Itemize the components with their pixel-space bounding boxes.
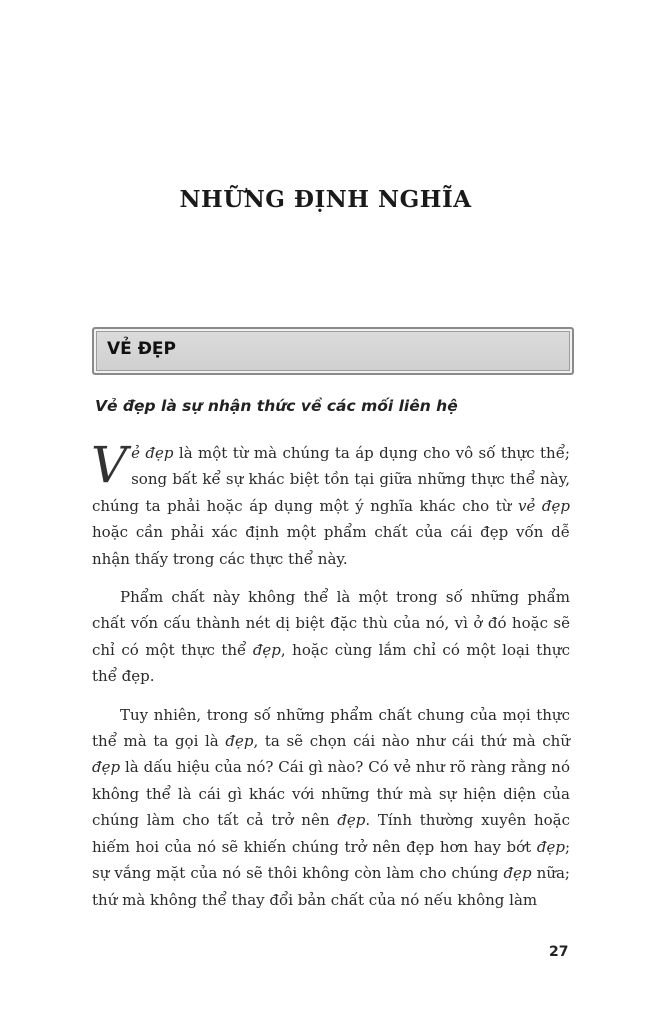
paragraph-text: nữa; thứ mà không thể thay đổi bản chất của nó nếu không làm (92, 864, 570, 909)
emphasis: đẹp (92, 758, 121, 777)
emphasis: vẻ đẹp (518, 496, 571, 515)
emphasis: đẹp (252, 640, 281, 659)
paragraph-text: là một từ mà chúng ta áp dụng cho vô số thực thể; song bất kể sự khác biệt tồn tại giữa những thực thể này, chúng ta phải hoặc áp dụng một ý nghĩa khác cho từ (92, 444, 570, 515)
emphasis: đẹp (225, 732, 254, 751)
paragraph-2 (92, 584, 570, 690)
section-header-box (92, 327, 574, 375)
emphasis: đẹp (536, 837, 565, 856)
paragraph-1 (91, 436, 571, 572)
emphasis: đẹp (503, 864, 532, 883)
paragraph-text: . Tính thường xuyên hoặc hiếm hoi của nó sẽ khiến chúng trở nên đẹp hơn hay bớt (92, 811, 571, 856)
body-text (91, 436, 571, 925)
emphasis: ẻ đẹp (131, 444, 174, 462)
paragraph-text: ; sự vắng mặt của nó sẽ thôi không còn làm cho chúng (92, 837, 570, 883)
paragraph-text: là dấu hiệu của nó? Cái gì nào? Có vẻ như rõ ràng rằng nó không thể là cái gì khác với những thứ mà sự hiện diện của chúng làm cho tất cả trở nên (92, 758, 570, 830)
section-label: VẺ ĐẸP (107, 339, 177, 359)
paragraph-text: hoặc cần phải xác định một phẩm chất của cái đẹp vốn dễ nhận thấy trong các thực thể này. (92, 523, 570, 568)
paragraph-3 (92, 702, 570, 913)
page-number: 27 (549, 944, 569, 960)
drop-cap: V (91, 436, 128, 494)
chapter-title: NHỮNG ĐỊNH NGHĨA (179, 186, 472, 213)
subheading: Vẻ đẹp là sự nhận thức về các mối liên hệ (95, 397, 458, 415)
paragraph-text: , ta sẽ chọn cái nào như cái thứ mà chữ (253, 732, 570, 751)
paragraph-text: Phẩm chất này không thể là một trong số những phẩm chất vốn cấu thành nét dị biệt đặc thù của nó, vì ở đó hoặc sẽ chỉ có một thực thể (92, 588, 570, 659)
paragraph-text: Tuy nhiên, trong số những phẩm chất chung của mọi thực thể mà ta gọi là (92, 705, 570, 751)
emphasis: đẹp (337, 811, 366, 830)
paragraph-text: , hoặc cùng lắm chỉ có một loại thực thể đẹp. (92, 640, 570, 686)
